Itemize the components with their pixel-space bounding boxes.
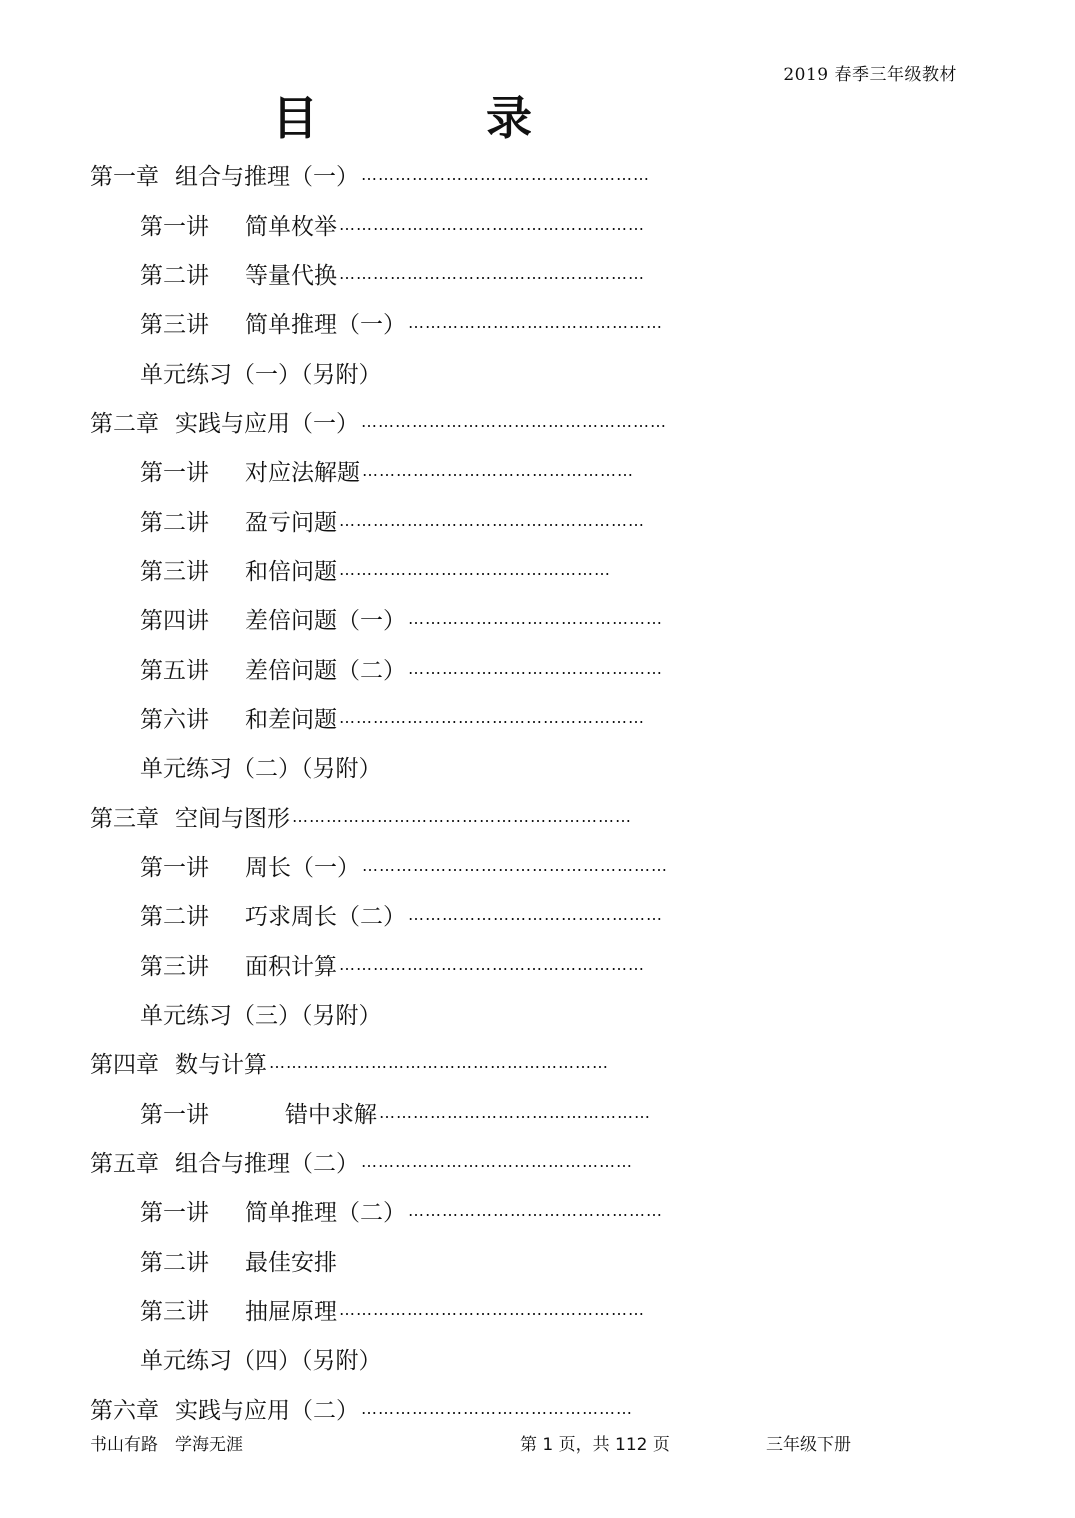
toc-lecture-row	[90, 1285, 870, 1334]
toc-chapter-row	[90, 1038, 870, 1087]
toc-lecture-row	[90, 841, 870, 890]
title-char-2: 录	[486, 91, 532, 145]
toc-lecture-title: 面积计算	[245, 953, 337, 980]
toc-exercise-row	[90, 989, 870, 1038]
toc-lecture-title: 差倍问题（二）	[245, 657, 406, 684]
toc-lecture-row	[90, 446, 870, 495]
toc-dot-leader: …………………………………………	[361, 1398, 633, 1418]
toc-lecture-row	[90, 298, 870, 347]
toc-dot-leader: ………………………………………………	[339, 510, 645, 530]
toc-chapter-number: 第三章	[90, 805, 159, 832]
toc-chapter-row	[90, 1137, 870, 1186]
toc-lecture-title: 和差问题	[245, 706, 337, 733]
toc-lecture-number: 第二讲	[140, 1249, 209, 1276]
toc-lecture-title: 等量代换	[245, 262, 337, 289]
toc-lecture-title: 对应法解题	[245, 460, 360, 487]
toc-exercise-row	[90, 347, 870, 396]
header-note: 2019 春季三年级教材	[783, 65, 957, 85]
toc-exercise-title: 单元练习（二）（另附）	[140, 756, 382, 783]
toc-lecture-title: 简单推理（一）	[245, 312, 406, 339]
toc-exercise-row	[90, 742, 870, 791]
toc-dot-leader: …………………………………………	[362, 461, 634, 481]
toc-chapter-row	[90, 397, 870, 446]
toc-chapter-number: 第六章	[90, 1397, 159, 1424]
toc-lecture-row	[90, 545, 870, 594]
table-of-contents	[90, 150, 870, 1433]
toc-lecture-row	[90, 693, 870, 742]
toc-lecture-number: 第一讲	[140, 1200, 209, 1227]
toc-dot-leader: ………………………………………	[408, 1201, 663, 1221]
footer-volume: 三年级下册	[766, 1435, 851, 1455]
toc-lecture-title: 最佳安排	[245, 1249, 337, 1276]
page-footer	[90, 1430, 950, 1458]
toc-lecture-row	[90, 249, 870, 298]
toc-dot-leader: ………………………………………………	[362, 855, 668, 875]
title-char-1: 目	[272, 91, 318, 145]
toc-chapter-number: 第五章	[90, 1151, 159, 1178]
toc-dot-leader: ………………………………………	[408, 658, 663, 678]
toc-lecture-number: 第三讲	[140, 558, 209, 585]
toc-dot-leader: ………………………………………………	[339, 214, 645, 234]
toc-lecture-number: 第五讲	[140, 657, 209, 684]
toc-lecture-row	[90, 1088, 870, 1137]
toc-chapter-number: 第一章	[90, 164, 159, 191]
footer-page-number: 第 1 页，共 112 页	[520, 1435, 670, 1455]
toc-dot-leader: …………………………………………	[379, 1102, 651, 1122]
toc-chapter-row	[90, 791, 870, 840]
toc-chapter-title: 组合与推理（二）	[175, 1151, 359, 1178]
toc-chapter-number: 第四章	[90, 1052, 159, 1079]
toc-lecture-row	[90, 643, 870, 692]
toc-lecture-row	[90, 890, 870, 939]
toc-dot-leader: ………………………………………………	[361, 411, 667, 431]
toc-lecture-number: 第二讲	[140, 509, 209, 536]
toc-lecture-title: 简单推理（二）	[245, 1200, 406, 1227]
toc-dot-leader: ……………………………………………………	[269, 1053, 609, 1073]
toc-lecture-number: 第一讲	[140, 854, 209, 881]
toc-chapter-row	[90, 150, 870, 199]
toc-lecture-number: 第二讲	[140, 904, 209, 931]
toc-lecture-row	[90, 940, 870, 989]
toc-lecture-title: 和倍问题	[245, 558, 337, 585]
toc-lecture-number: 第二讲	[140, 262, 209, 289]
toc-chapter-title: 组合与推理（一）	[175, 164, 359, 191]
toc-exercise-title: 单元练习（三）（另附）	[140, 1003, 382, 1030]
toc-lecture-title: 简单枚举	[245, 213, 337, 240]
toc-chapter-title: 实践与应用（一）	[175, 410, 359, 437]
toc-lecture-number: 第六讲	[140, 706, 209, 733]
toc-lecture-row	[90, 1186, 870, 1235]
toc-chapter-title: 空间与图形	[175, 805, 290, 832]
toc-dot-leader: ………………………………………	[408, 905, 663, 925]
toc-exercise-title: 单元练习（一）（另附）	[140, 361, 382, 388]
toc-lecture-row	[90, 495, 870, 544]
toc-lecture-title: 盈亏问题	[245, 509, 337, 536]
toc-lecture-number: 第一讲	[140, 460, 209, 487]
toc-chapter-title: 数与计算	[175, 1052, 267, 1079]
toc-lecture-title: 巧求周长（二）	[245, 904, 406, 931]
toc-chapter-number: 第二章	[90, 410, 159, 437]
toc-lecture-number: 第三讲	[140, 1299, 209, 1326]
toc-lecture-title: 错中求解	[285, 1101, 377, 1128]
toc-chapter-row	[90, 1384, 870, 1433]
toc-lecture-number: 第三讲	[140, 953, 209, 980]
toc-dot-leader: …………………………………………	[361, 1152, 633, 1172]
toc-dot-leader: ……………………………………………	[361, 165, 650, 185]
toc-lecture-number: 第四讲	[140, 608, 209, 635]
toc-dot-leader: ………………………………………………	[339, 707, 645, 727]
page-title	[272, 88, 532, 148]
footer-motto: 书山有路 学海无涯	[90, 1435, 243, 1455]
toc-dot-leader: …………………………………………	[339, 559, 611, 579]
toc-dot-leader: ……………………………………………………	[292, 806, 632, 826]
toc-lecture-number: 第一讲	[140, 213, 209, 240]
toc-lecture-title: 抽屉原理	[245, 1299, 337, 1326]
toc-lecture-number: 第三讲	[140, 312, 209, 339]
toc-lecture-title: 周长（一）	[245, 854, 360, 881]
toc-lecture-number: 第一讲	[140, 1101, 209, 1128]
toc-lecture-row	[90, 1236, 870, 1285]
toc-lecture-row	[90, 594, 870, 643]
toc-exercise-title: 单元练习（四）（另附）	[140, 1348, 382, 1375]
toc-lecture-row	[90, 199, 870, 248]
toc-lecture-title: 差倍问题（一）	[245, 608, 406, 635]
toc-dot-leader: ………………………………………………	[339, 954, 645, 974]
toc-dot-leader: ………………………………………………	[339, 263, 645, 283]
toc-chapter-title: 实践与应用（二）	[175, 1397, 359, 1424]
toc-dot-leader: ………………………………………	[408, 313, 663, 333]
toc-dot-leader: ………………………………………	[408, 609, 663, 629]
toc-dot-leader: ………………………………………………	[339, 1300, 645, 1320]
toc-exercise-row	[90, 1334, 870, 1383]
